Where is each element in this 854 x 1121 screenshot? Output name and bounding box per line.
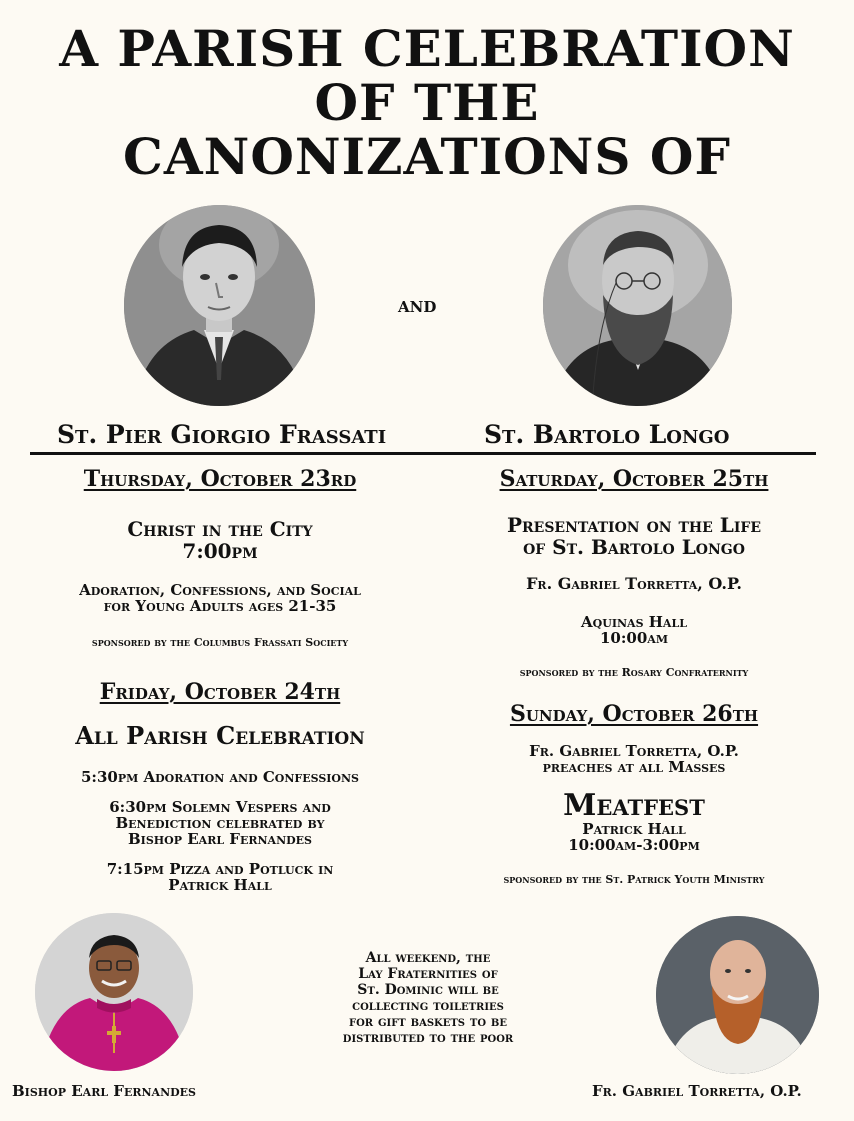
longo-portrait — [543, 205, 732, 406]
saturday-heading: Saturday, October 25th — [499, 466, 769, 492]
sunday-line-2: preaches at all Masses — [542, 758, 726, 776]
saturday-event-line-1: Presentation on the Life — [506, 513, 762, 537]
sunday-line-1: Fr. Gabriel Torretta, O.P. — [529, 742, 739, 760]
friday-item-2-line-3: Bishop Earl Fernandes — [128, 830, 312, 848]
thursday-desc-1: Adoration, Confessions, and Social — [79, 581, 361, 599]
saturday-speaker: Fr. Gabriel Torretta, O.P. — [526, 574, 742, 593]
friday-item-2-line-2: Benediction celebrated by — [115, 814, 325, 832]
thursday-event-title: Christ in the City — [127, 517, 313, 541]
right-schedule-column — [434, 466, 834, 886]
weekend-note-line-4: collecting toiletries — [352, 998, 504, 1014]
meatfest-location: Patrick Hall — [582, 820, 686, 838]
weekend-note-line-1: All weekend, the — [365, 950, 491, 966]
weekend-note-line-5: for gift baskets to be — [348, 1014, 507, 1030]
weekend-note-line-2: Lay Fraternities of — [358, 966, 498, 982]
title-line-2: OF THE — [314, 73, 540, 132]
thursday-heading: Thursday, October 23rd — [83, 466, 357, 492]
friday-item-3-line-1: 7:15pm Pizza and Potluck in — [106, 860, 334, 878]
title-line-3: CANONIZATIONS OF — [123, 127, 731, 186]
bishop-portrait — [35, 913, 193, 1071]
sunday-heading: Sunday, October 26th — [509, 701, 759, 727]
and-connector: and — [398, 292, 437, 318]
weekend-note — [300, 950, 556, 1046]
frassati-portrait — [124, 205, 315, 406]
meatfest-time: 10:00am-3:00pm — [568, 836, 700, 854]
thursday-desc-2: for Young Adults ages 21-35 — [103, 597, 337, 615]
saint-name-longo: St. Bartolo Longo — [484, 420, 730, 449]
caption-bishop: Bishop Earl Fernandes — [12, 1082, 196, 1100]
meatfest-title: Meatfest — [563, 788, 705, 823]
title-line-1: A PARISH CELEBRATION — [59, 19, 795, 78]
sunday-sponsor: sponsored by the St. Patrick Youth Ministry — [503, 873, 765, 886]
saint-name-frassati: St. Pier Giorgio Frassati — [57, 420, 387, 449]
gabriel-portrait — [656, 916, 819, 1074]
page-title — [0, 19, 854, 186]
weekend-note-line-3: St. Dominic will be — [357, 982, 499, 998]
divider-rule — [30, 452, 816, 455]
saturday-event-line-2: of St. Bartolo Longo — [523, 535, 745, 559]
saturday-time: 10:00am — [600, 629, 668, 647]
caption-gabriel: Fr. Gabriel Torretta, O.P. — [592, 1082, 802, 1100]
friday-heading: Friday, October 24th — [99, 679, 341, 705]
weekend-note-line-6: distributed to the poor — [342, 1030, 514, 1046]
thursday-sponsor: sponsored by the Columbus Frassati Society — [91, 636, 349, 649]
friday-item-1: 5:30pm Adoration and Confessions — [80, 768, 360, 786]
saturday-sponsor: sponsored by the Rosary Confraternity — [519, 666, 749, 679]
left-schedule-column — [20, 466, 420, 893]
friday-item-2-line-1: 6:30pm Solemn Vespers and — [109, 798, 331, 816]
friday-event-title: All Parish Celebration — [75, 721, 365, 750]
thursday-event-time: 7:00pm — [182, 539, 258, 563]
friday-item-3-line-2: Patrick Hall — [168, 876, 272, 894]
saturday-location: Aquinas Hall — [581, 613, 687, 631]
